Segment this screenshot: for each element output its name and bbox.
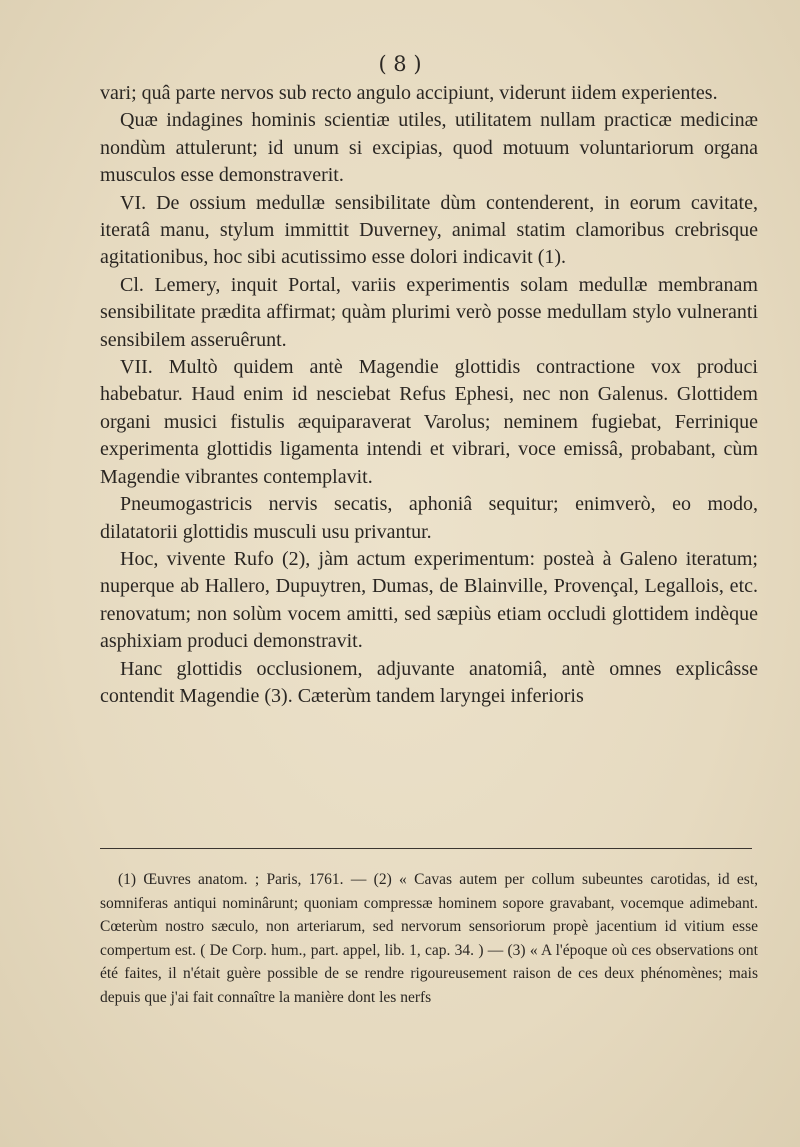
page-number: ( 8 ) bbox=[378, 52, 422, 76]
main-text bbox=[100, 80, 758, 710]
paragraph: VI. De ossium medullæ sensibilitate dùm contenderent, in eorum cavitate, iteratâ manu, stylum immittit Duverney, animal statim clamoribus crebrisque agitationibus, hoc sibi acutissimo esse dolori indicavit (1). bbox=[100, 191, 758, 269]
paragraph: Cl. Lemery, inquit Portal, variis experimentis solam medullæ membranam sensibilitate prædita affirmat; quàm plurimi verò posse medullam stylo vulneranti sensibilem asseruêrunt. bbox=[100, 273, 758, 351]
paragraph: vari; quâ parte nervos sub recto angulo accipiunt, viderunt iidem experientes. bbox=[100, 82, 718, 104]
footnote-divider bbox=[100, 848, 752, 849]
paragraph: Hanc glottidis occlusionem, adjuvante anatomiâ, antè omnes explicâsse contendit Magendie (3). Cæterùm tandem laryngei inferioris bbox=[100, 657, 758, 707]
paragraph: VII. Multò quidem antè Magendie glottidis contractione vox produci habebatur. Haud enim id nesciebat Refus Ephesi, nec non Galenus. Glottidem organi musici fistulis æquiparaverat Varolus; neminem fugiebat, Ferrinique experimenta glottidis ligamenta intendi et vibrari, voce emissâ, probabant, cùm Magendie vibrantes contemplavit. bbox=[100, 356, 758, 488]
footnote-text: (1) Œuvres anatom. ; Paris, 1761. — (2) « Cavas autem per collum subeuntes carotidas, id est, somniferas antiqui nominârunt; quoniam compressæ hominem sopore gravabant, vocemque adimebant. Cœterùm nostro sæculo, non arteriarum, sed nervorum sensoriorum propè jacentium id vitium esse compertum est. ( De Corp. hum., part. appel, lib. 1, cap. 34. ) — (3) « A l'époque où ces observations ont été faites, il n'était guère possible de se rendre rigoureusement raison de ces deux phénomènes; mais depuis que j'ai fait connaître la manière dont les nerfs bbox=[100, 871, 758, 1006]
paragraph: Hoc, vivente Rufo (2), jàm actum experimentum: posteà à Galeno iteratum; nuperque ab Hallero, Dupuytren, Dumas, de Blainville, Provençal, Legallois, etc. renovatum; non solùm vocem amitti, sed sæpiùs etiam occludi glottidem indèque asphixiam produci demonstravit. bbox=[100, 547, 758, 653]
paragraph: Quæ indagines hominis scientiæ utiles, utilitatem nullam practicæ medicinæ nondùm attulerunt; id unum si excipias, quod motuum voluntariorum organa musculos esse demonstraverit. bbox=[100, 109, 758, 187]
footnotes bbox=[100, 868, 758, 1010]
paragraph: Pneumogastricis nervis secatis, aphoniâ sequitur; enimverò, eo modo, dilatatorii glottidis musculi usu privantur. bbox=[100, 493, 758, 543]
